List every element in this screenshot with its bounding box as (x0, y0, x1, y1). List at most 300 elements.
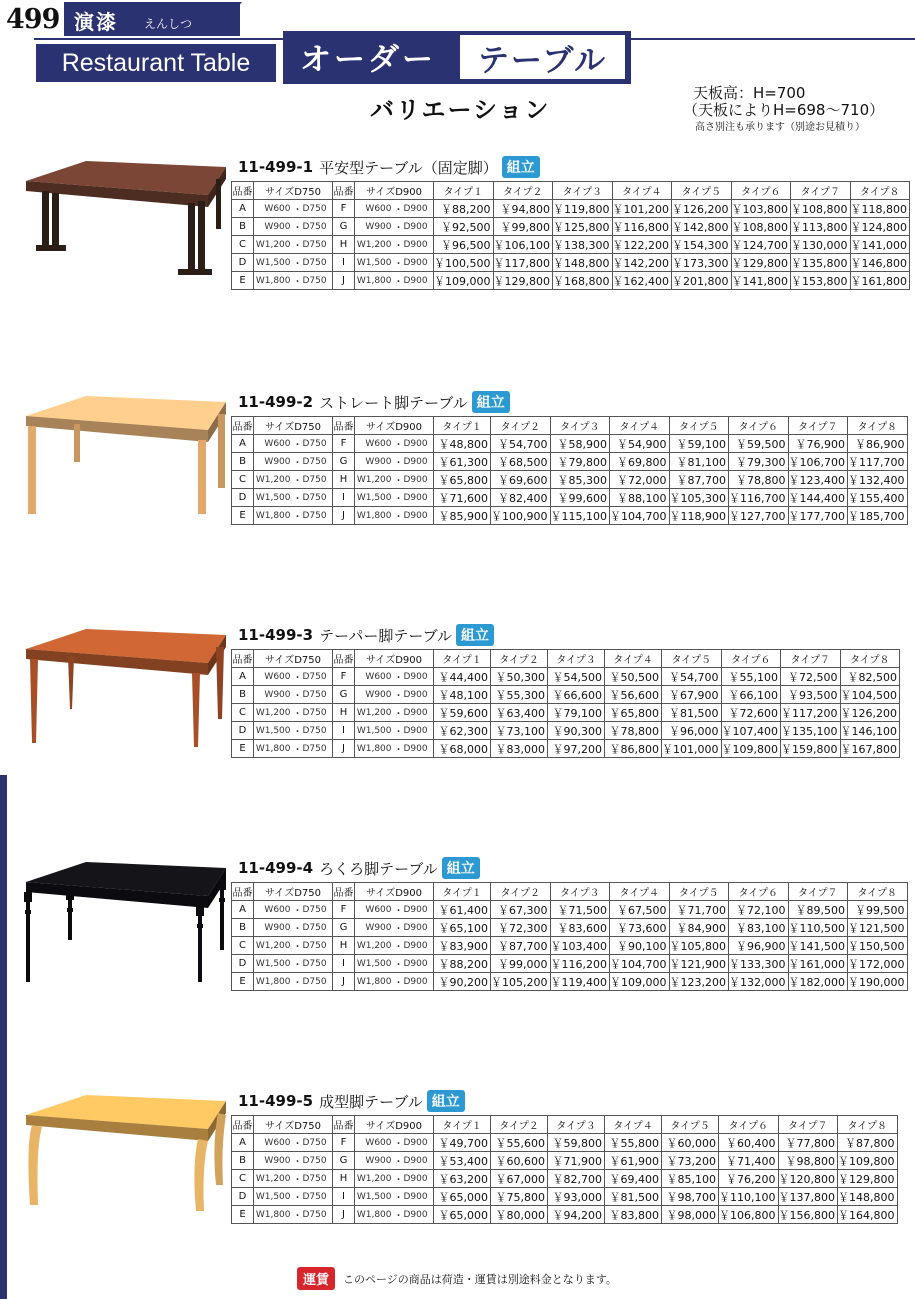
width-d900: W900 (355, 919, 394, 937)
size-separator: ・ (293, 901, 303, 919)
price-type-3: ￥119,400 (550, 973, 610, 991)
price-type-4: ￥109,000 (610, 973, 670, 991)
width-d750: W1,800 (254, 507, 293, 525)
price-type-4: ￥81,500 (605, 1188, 662, 1206)
size-separator: ・ (394, 937, 404, 955)
width-d900: W1,200 (355, 236, 394, 254)
size-separator: ・ (394, 453, 404, 471)
width-d750: W900 (254, 919, 293, 937)
col-type-4: タイプ４ (610, 883, 670, 901)
size-separator: ・ (394, 1170, 404, 1188)
depth-d900: D900 (404, 453, 434, 471)
width-d900: W1,800 (355, 973, 394, 991)
table-leg (218, 414, 225, 488)
price-table-header (232, 650, 900, 668)
price-type-5: ￥87,700 (669, 471, 729, 489)
table-leg (216, 647, 224, 719)
col-size-d750: サイズD750 (254, 650, 333, 668)
table-photo (20, 619, 230, 749)
price-type-3: ￥85,300 (550, 471, 610, 489)
col-type-7: タイプ７ (778, 1116, 838, 1134)
item-code-d750: A (232, 1134, 254, 1152)
product-name: 平安型テーブル（固定脚） (319, 158, 498, 177)
price-type-3: ￥71,900 (548, 1152, 605, 1170)
price-type-2: ￥68,500 (491, 453, 551, 471)
price-type-4: ￥72,000 (610, 471, 670, 489)
price-table (231, 416, 908, 525)
price-type-2: ￥94,800 (493, 200, 553, 218)
table-row (232, 1188, 898, 1206)
depth-d900: D900 (404, 740, 434, 758)
price-type-1: ￥65,800 (434, 471, 491, 489)
price-type-4: ￥104,700 (610, 507, 670, 525)
item-code-d750: B (232, 919, 254, 937)
table-leg (216, 179, 221, 229)
price-type-2: ￥73,100 (491, 722, 548, 740)
price-table-header (232, 182, 910, 200)
price-type-8: ￥86,900 (848, 435, 908, 453)
price-type-7: ￥93,500 (781, 686, 841, 704)
price-type-8: ￥109,800 (838, 1152, 898, 1170)
price-type-6: ￥109,800 (721, 740, 781, 758)
col-type-4: タイプ４ (612, 182, 672, 200)
col-type-2: タイプ２ (491, 417, 551, 435)
product-code: 11-499-4 (238, 859, 314, 877)
size-separator: ・ (293, 686, 303, 704)
col-type-8: タイプ８ (848, 417, 908, 435)
assembly-badge: 組立 (472, 391, 510, 413)
price-type-8: ￥118,800 (850, 200, 910, 218)
price-type-1: ￥68,000 (434, 740, 491, 758)
price-type-7: ￥106,700 (788, 453, 848, 471)
price-type-5: ￥173,300 (672, 254, 732, 272)
price-type-8: ￥117,700 (848, 453, 908, 471)
price-type-6: ￥107,400 (721, 722, 781, 740)
depth-d750: D750 (303, 1134, 333, 1152)
item-code-d750: C (232, 937, 254, 955)
size-separator: ・ (293, 1188, 303, 1206)
size-separator: ・ (293, 272, 303, 290)
price-type-4: ￥101,200 (612, 200, 672, 218)
product-name: 成型脚テーブル (319, 1092, 423, 1111)
footer-note (297, 1267, 617, 1290)
width-d750: W900 (254, 1152, 293, 1170)
price-type-6: ￥129,800 (731, 254, 791, 272)
price-type-1: ￥100,500 (434, 254, 494, 272)
item-code-d900: G (333, 1152, 355, 1170)
price-table (231, 181, 910, 290)
price-type-1: ￥83,900 (434, 937, 491, 955)
price-type-1: ￥109,000 (434, 272, 494, 290)
size-separator: ・ (293, 1134, 303, 1152)
depth-d900: D900 (404, 1152, 434, 1170)
assembly-badge: 組立 (456, 624, 494, 646)
price-type-6: ￥55,100 (721, 668, 781, 686)
price-type-8: ￥164,800 (838, 1206, 898, 1224)
item-code-d750: B (232, 686, 254, 704)
price-type-1: ￥48,800 (434, 435, 491, 453)
price-type-4: ￥50,500 (605, 668, 662, 686)
col-hinban: 品番 (232, 417, 254, 435)
item-code-d900: F (333, 1134, 355, 1152)
price-type-3: ￥82,700 (548, 1170, 605, 1188)
depth-d900: D900 (404, 435, 434, 453)
width-d750: W900 (254, 686, 293, 704)
col-type-3: タイプ３ (550, 883, 610, 901)
item-code-d750: D (232, 254, 254, 272)
col-type-1: タイプ１ (434, 650, 491, 668)
page-number: 499 (6, 4, 60, 35)
price-type-6: ￥83,100 (729, 919, 789, 937)
size-separator: ・ (293, 435, 303, 453)
price-type-7: ￥110,500 (788, 919, 848, 937)
price-type-2: ￥80,000 (491, 1206, 548, 1224)
spec-range: （天板によりH=698～710） (683, 101, 885, 119)
col-type-7: タイプ７ (788, 883, 848, 901)
width-d900: W1,200 (355, 937, 394, 955)
size-separator: ・ (394, 507, 404, 525)
table-row (232, 200, 910, 218)
price-type-4: ￥162,400 (612, 272, 672, 290)
price-table (231, 649, 900, 758)
price-type-1: ￥49,700 (434, 1134, 491, 1152)
table-photo (20, 1085, 230, 1215)
size-separator: ・ (394, 1188, 404, 1206)
depth-d750: D750 (303, 435, 333, 453)
price-type-1: ￥90,200 (434, 973, 491, 991)
brand-name: 演漆 (74, 10, 118, 34)
price-type-8: ￥155,400 (848, 489, 908, 507)
depth-d750: D750 (303, 1152, 333, 1170)
size-separator: ・ (394, 919, 404, 937)
width-d900: W900 (355, 453, 394, 471)
product-title (238, 392, 510, 412)
price-type-3: ￥116,200 (550, 955, 610, 973)
price-type-4: ￥86,800 (605, 740, 662, 758)
price-type-6: ￥108,800 (731, 218, 791, 236)
product-code: 11-499-5 (238, 1092, 314, 1110)
size-separator: ・ (394, 668, 404, 686)
width-d750: W1,200 (254, 236, 293, 254)
col-type-7: タイプ７ (781, 650, 841, 668)
price-type-3: ￥168,800 (553, 272, 613, 290)
table-row (232, 507, 908, 525)
size-separator: ・ (293, 236, 303, 254)
price-type-4: ￥116,800 (612, 218, 672, 236)
price-type-5: ￥81,100 (669, 453, 729, 471)
width-d900: W600 (355, 200, 394, 218)
col-hinban: 品番 (333, 883, 355, 901)
price-type-4: ￥61,900 (605, 1152, 662, 1170)
price-type-6: ￥132,000 (729, 973, 789, 991)
price-type-3: ￥71,500 (550, 901, 610, 919)
product-title (238, 625, 494, 645)
price-type-1: ￥63,200 (434, 1170, 491, 1188)
price-type-2: ￥99,000 (491, 955, 551, 973)
product-title (238, 858, 480, 878)
depth-d900: D900 (404, 686, 434, 704)
price-type-5: ￥54,700 (662, 668, 722, 686)
width-d900: W600 (355, 668, 394, 686)
size-separator: ・ (394, 1206, 404, 1224)
price-type-8: ￥104,500 (840, 686, 900, 704)
col-type-1: タイプ１ (434, 417, 491, 435)
price-type-3: ￥115,100 (550, 507, 610, 525)
price-table-header (232, 883, 908, 901)
table-photo (20, 386, 230, 516)
price-type-7: ￥72,500 (781, 668, 841, 686)
price-type-5: ￥84,900 (669, 919, 729, 937)
spec-height: 天板高：H=700 (693, 84, 806, 102)
price-type-2: ￥87,700 (491, 937, 551, 955)
assembly-badge: 組立 (442, 857, 480, 879)
depth-d900: D900 (404, 1170, 434, 1188)
price-type-3: ￥66,600 (548, 686, 605, 704)
price-type-2: ￥99,800 (493, 218, 553, 236)
depth-d750: D750 (303, 236, 333, 254)
assembly-badge: 組立 (502, 156, 540, 178)
item-code-d750: A (232, 200, 254, 218)
table-leg-ring (219, 898, 225, 902)
product-title (238, 157, 540, 177)
depth-d750: D750 (303, 1170, 333, 1188)
table-leg (196, 906, 204, 916)
table-leg (188, 203, 195, 271)
side-accent-bar (0, 775, 7, 1299)
price-type-7: ￥98,800 (778, 1152, 838, 1170)
size-separator: ・ (293, 973, 303, 991)
product-code: 11-499-2 (238, 393, 314, 411)
table-row (232, 489, 908, 507)
depth-d750: D750 (303, 955, 333, 973)
col-type-5: タイプ５ (669, 417, 729, 435)
size-separator: ・ (293, 200, 303, 218)
col-hinban: 品番 (333, 650, 355, 668)
col-type-5: タイプ５ (662, 1116, 719, 1134)
table-leg (218, 880, 226, 890)
price-type-4: ￥73,600 (610, 919, 670, 937)
depth-d750: D750 (303, 686, 333, 704)
price-type-2: ￥129,800 (493, 272, 553, 290)
item-code-d750: A (232, 901, 254, 919)
price-type-5: ￥85,100 (662, 1170, 719, 1188)
col-hinban: 品番 (232, 650, 254, 668)
item-code-d750: D (232, 722, 254, 740)
table-foot (178, 269, 212, 275)
item-code-d900: G (333, 686, 355, 704)
depth-d900: D900 (404, 955, 434, 973)
price-type-2: ￥63,400 (491, 704, 548, 722)
price-type-7: ￥135,100 (781, 722, 841, 740)
col-type-1: タイプ１ (434, 1116, 491, 1134)
width-d750: W900 (254, 218, 293, 236)
item-code-d750: D (232, 489, 254, 507)
col-size-d750: サイズD750 (254, 1116, 333, 1134)
size-separator: ・ (394, 1152, 404, 1170)
price-type-7: ￥89,500 (788, 901, 848, 919)
col-type-6: タイプ６ (731, 182, 791, 200)
item-code-d900: F (333, 435, 355, 453)
size-separator: ・ (394, 722, 404, 740)
price-table (231, 1115, 898, 1224)
price-type-6: ￥96,900 (729, 937, 789, 955)
col-type-4: タイプ４ (610, 417, 670, 435)
price-type-6: ￥116,700 (729, 489, 789, 507)
depth-d900: D900 (404, 218, 434, 236)
price-type-4: ￥90,100 (610, 937, 670, 955)
item-code-d900: G (333, 218, 355, 236)
price-type-1: ￥44,400 (434, 668, 491, 686)
price-type-7: ￥156,800 (778, 1206, 838, 1224)
size-separator: ・ (394, 471, 404, 489)
price-type-5: ￥96,000 (662, 722, 722, 740)
depth-d900: D900 (404, 471, 434, 489)
depth-d750: D750 (303, 1188, 333, 1206)
price-type-1: ￥96,500 (434, 236, 494, 254)
item-code-d750: E (232, 740, 254, 758)
width-d900: W1,800 (355, 272, 394, 290)
table-row (232, 704, 900, 722)
depth-d900: D900 (404, 668, 434, 686)
table-row (232, 937, 908, 955)
item-code-d750: D (232, 1188, 254, 1206)
width-d750: W1,800 (254, 272, 293, 290)
price-type-1: ￥88,200 (434, 955, 491, 973)
col-type-3: タイプ３ (548, 650, 605, 668)
col-hinban: 品番 (333, 417, 355, 435)
item-code-d900: H (333, 1170, 355, 1188)
table-photo (20, 852, 230, 982)
table-row (232, 435, 908, 453)
price-type-4: ￥67,500 (610, 901, 670, 919)
size-separator: ・ (293, 1170, 303, 1188)
size-separator: ・ (394, 901, 404, 919)
price-type-5: ￥201,800 (672, 272, 732, 290)
product-name: ろくろ脚テーブル (319, 859, 438, 878)
item-code-d900: J (333, 973, 355, 991)
width-d750: W1,500 (254, 1188, 293, 1206)
size-separator: ・ (293, 704, 303, 722)
price-type-6: ￥106,800 (719, 1206, 779, 1224)
shipping-note: このページの商品は荷造・運賃は別途料金となります。 (343, 1272, 617, 1286)
table-leg (42, 191, 49, 247)
width-d750: W1,200 (254, 1170, 293, 1188)
table-leg (68, 657, 74, 709)
col-type-2: タイプ２ (493, 182, 553, 200)
size-separator: ・ (293, 489, 303, 507)
category-label: Restaurant Table (36, 44, 276, 82)
depth-d900: D900 (404, 507, 434, 525)
item-code-d900: I (333, 1188, 355, 1206)
item-code-d750: C (232, 236, 254, 254)
table-row (232, 919, 908, 937)
price-type-5: ￥101,000 (662, 740, 722, 758)
width-d900: W900 (355, 1152, 394, 1170)
col-size-d750: サイズD750 (254, 417, 333, 435)
product-code: 11-499-1 (238, 158, 314, 176)
width-d900: W1,500 (355, 955, 394, 973)
item-code-d900: F (333, 200, 355, 218)
item-code-d900: J (333, 507, 355, 525)
price-type-8: ￥161,800 (850, 272, 910, 290)
size-separator: ・ (394, 740, 404, 758)
size-separator: ・ (293, 740, 303, 758)
col-type-3: タイプ３ (550, 417, 610, 435)
price-type-8: ￥87,800 (838, 1134, 898, 1152)
depth-d900: D900 (404, 1134, 434, 1152)
price-type-4: ￥69,800 (610, 453, 670, 471)
price-type-5: ￥67,900 (662, 686, 722, 704)
size-separator: ・ (394, 236, 404, 254)
price-type-1: ￥85,900 (434, 507, 491, 525)
item-code-d900: G (333, 453, 355, 471)
width-d750: W1,500 (254, 489, 293, 507)
price-type-5: ￥105,300 (669, 489, 729, 507)
price-type-6: ￥141,800 (731, 272, 791, 290)
size-separator: ・ (293, 722, 303, 740)
item-code-d900: I (333, 955, 355, 973)
price-type-1: ￥48,100 (434, 686, 491, 704)
width-d750: W600 (254, 1134, 293, 1152)
price-type-8: ￥150,500 (848, 937, 908, 955)
price-type-7: ￥177,700 (788, 507, 848, 525)
table-leg (28, 1125, 42, 1205)
depth-d900: D900 (404, 200, 434, 218)
price-type-4: ￥104,700 (610, 955, 670, 973)
depth-d900: D900 (404, 722, 434, 740)
item-code-d750: C (232, 471, 254, 489)
size-separator: ・ (293, 254, 303, 272)
table-row (232, 453, 908, 471)
size-separator: ・ (394, 973, 404, 991)
price-type-8: ￥129,800 (838, 1170, 898, 1188)
price-type-1: ￥61,400 (434, 901, 491, 919)
price-type-3: ￥83,600 (550, 919, 610, 937)
price-type-3: ￥103,400 (550, 937, 610, 955)
depth-d750: D750 (303, 919, 333, 937)
width-d900: W600 (355, 1134, 394, 1152)
depth-d750: D750 (303, 668, 333, 686)
depth-d750: D750 (303, 1206, 333, 1224)
depth-d750: D750 (303, 471, 333, 489)
size-separator: ・ (394, 1134, 404, 1152)
item-code-d750: E (232, 973, 254, 991)
width-d750: W1,200 (254, 471, 293, 489)
product-title (238, 1091, 465, 1111)
size-separator: ・ (394, 200, 404, 218)
col-type-8: タイプ８ (850, 182, 910, 200)
size-separator: ・ (394, 435, 404, 453)
item-code-d750: B (232, 453, 254, 471)
price-type-8: ￥132,400 (848, 471, 908, 489)
price-type-3: ￥93,000 (548, 1188, 605, 1206)
price-type-8: ￥148,800 (838, 1188, 898, 1206)
price-type-6: ￥72,600 (721, 704, 781, 722)
price-type-2: ￥75,800 (491, 1188, 548, 1206)
table-photo (20, 151, 230, 281)
product-code: 11-499-3 (238, 626, 314, 644)
col-type-8: タイプ８ (848, 883, 908, 901)
item-code-d750: E (232, 507, 254, 525)
width-d750: W1,800 (254, 973, 293, 991)
price-table-header (232, 417, 908, 435)
item-code-d750: A (232, 668, 254, 686)
price-type-3: ￥99,600 (550, 489, 610, 507)
table-row (232, 1152, 898, 1170)
depth-d750: D750 (303, 704, 333, 722)
size-separator: ・ (293, 1206, 303, 1224)
size-separator: ・ (293, 507, 303, 525)
